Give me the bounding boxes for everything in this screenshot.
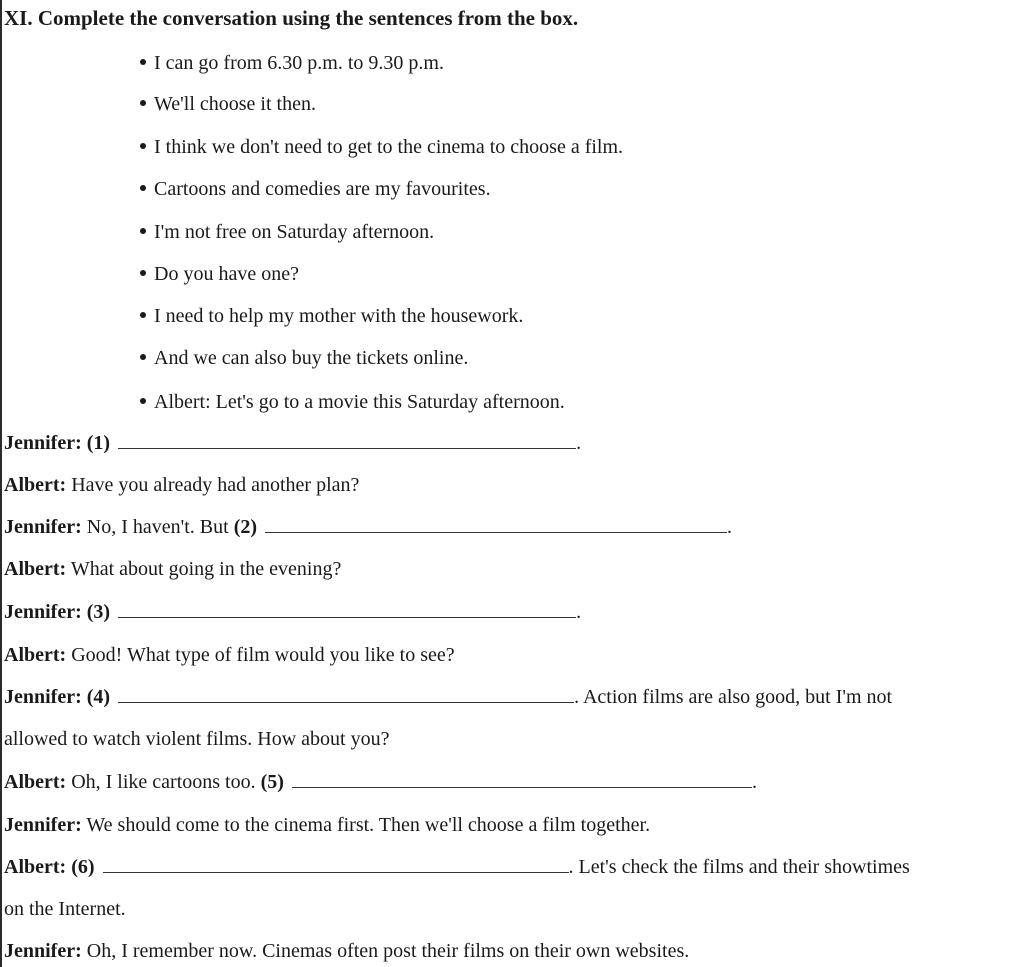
option-item: Do you have one? — [140, 263, 299, 286]
bullet-icon — [140, 100, 146, 106]
option-item: I'm not free on Saturday afternoon. — [140, 221, 434, 244]
dialogue-line: Jennifer: (3) . — [4, 601, 582, 623]
dialogue-line: Jennifer: We should come to the cinema first. Then we'll choose a film together. — [4, 814, 651, 836]
answer-blank-4[interactable] — [118, 688, 574, 703]
bullet-icon — [140, 312, 146, 318]
speaker-label: Albert: — [4, 474, 67, 496]
option-item: Cartoons and comedies are my favourites. — [140, 178, 491, 201]
dialogue-line: Albert: Oh, I like cartoons too. (5) . — [4, 771, 757, 793]
speaker-label: Albert: — [4, 856, 67, 878]
blank-number: (3) — [86, 601, 111, 623]
bullet-icon — [140, 354, 146, 360]
option-item: I think we don't need to get to the cinema to choose a film. — [140, 136, 623, 159]
option-item: We'll choose it then. — [140, 93, 316, 116]
dialogue-line: Albert: Have you already had another plan? — [4, 474, 360, 496]
speaker-label: Albert: — [4, 771, 67, 793]
exercise-heading: XI. Complete the conversation using the sentences from the box. — [4, 6, 579, 30]
option-item: Albert: Let's go to a movie this Saturday afternoon. — [140, 391, 565, 414]
bullet-icon — [140, 59, 146, 65]
option-item: I can go from 6.30 p.m. to 9.30 p.m. — [140, 52, 444, 75]
speaker-label: Jennifer: — [4, 601, 82, 623]
speaker-label: Jennifer: — [4, 814, 82, 836]
dialogue-line: Jennifer: (4) . Action films are also good, but I'm not — [4, 686, 893, 708]
blank-number: (4) — [86, 686, 111, 708]
speaker-label: Albert: — [4, 558, 67, 580]
bullet-icon — [140, 398, 146, 404]
answer-blank-6[interactable] — [103, 858, 569, 873]
answer-blank-5[interactable] — [292, 773, 752, 788]
dialogue-line: Albert: What about going in the evening? — [4, 558, 342, 580]
blank-number: (2) — [233, 516, 258, 538]
blank-number: (1) — [86, 432, 111, 454]
answer-blank-2[interactable] — [265, 518, 727, 533]
option-item: And we can also buy the tickets online. — [140, 347, 468, 370]
blank-number: (6) — [71, 856, 95, 878]
bullet-icon — [140, 270, 146, 276]
bullet-icon — [140, 228, 146, 234]
blank-number: (5) — [260, 771, 284, 793]
speaker-label: Jennifer: — [4, 516, 82, 538]
dialogue-line: Jennifer: (1) . — [4, 432, 582, 454]
dialogue-line: Jennifer: No, I haven't. But (2) . — [4, 516, 733, 538]
answer-blank-3[interactable] — [118, 603, 576, 618]
speaker-label: Jennifer: — [4, 686, 82, 708]
dialogue-line: Jennifer: Oh, I remember now. Cinemas often post their films on their own websites. — [4, 940, 690, 962]
dialogue-line: Albert: (6) . Let's check the films and their showtimes — [4, 856, 910, 878]
speaker-label: Albert: — [4, 644, 67, 666]
dialogue-line: on the Internet. — [4, 898, 126, 920]
answer-blank-1[interactable] — [118, 434, 576, 449]
bullet-icon — [140, 185, 146, 191]
option-item: I need to help my mother with the housework. — [140, 305, 523, 328]
speaker-label: Jennifer: — [4, 432, 82, 454]
dialogue-line: Albert: Good! What type of film would you like to see? — [4, 644, 455, 666]
bullet-icon — [140, 143, 146, 149]
speaker-label: Jennifer: — [4, 940, 82, 962]
dialogue-line: allowed to watch violent films. How about you? — [4, 728, 390, 750]
left-margin-rule — [0, 0, 2, 967]
